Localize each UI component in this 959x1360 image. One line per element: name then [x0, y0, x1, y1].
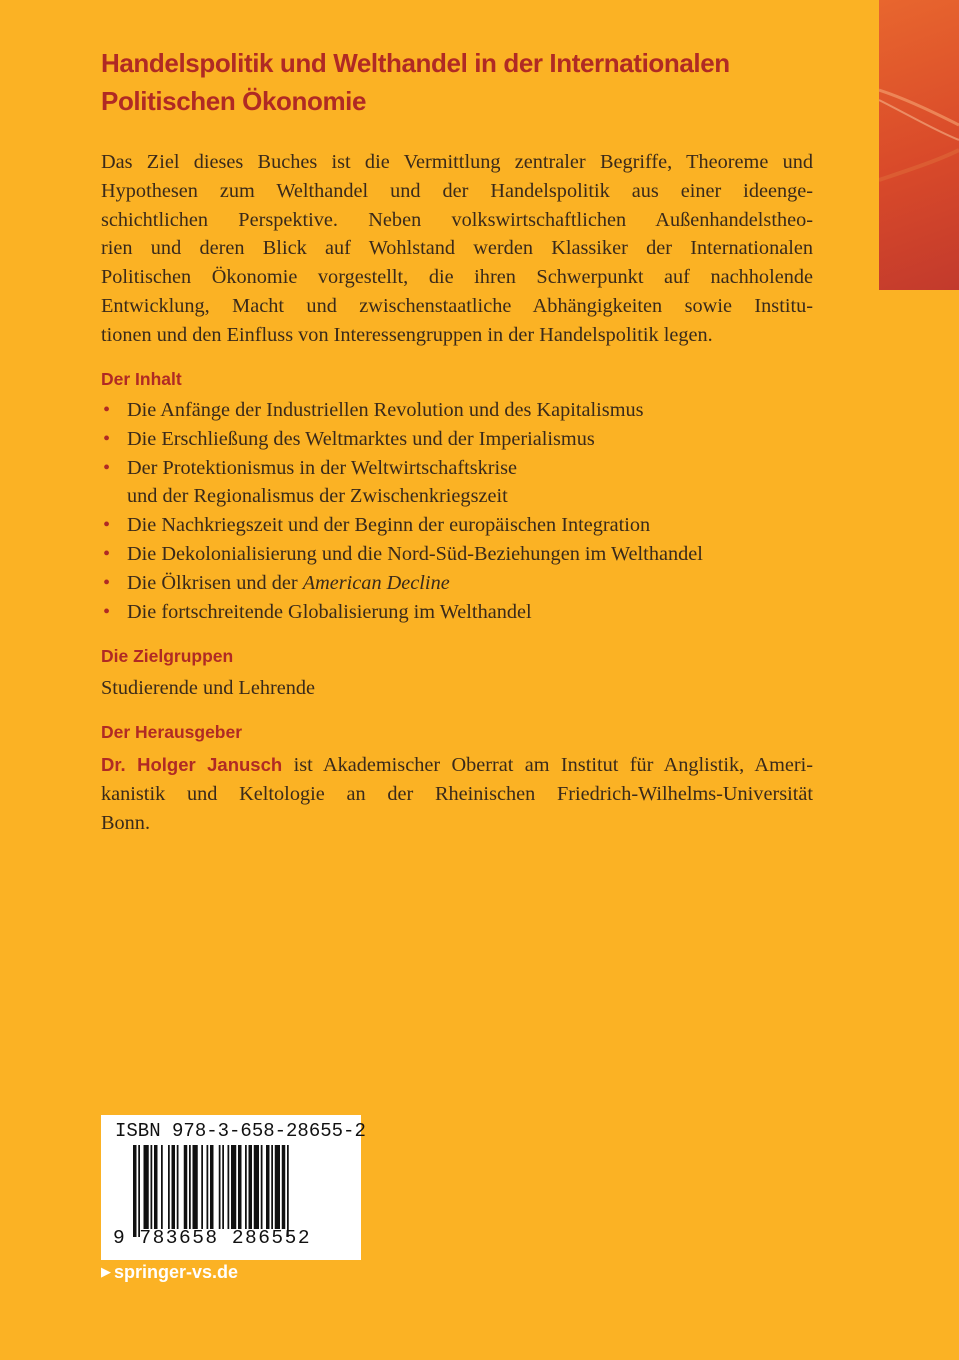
list-item-italic: American Decline [302, 571, 450, 594]
intro-paragraph [101, 148, 813, 350]
intro-line: schichtlichen Perspektive. Neben volkswirtschaftlichen Außenhandelstheo- [101, 208, 813, 231]
herausgeber-heading: Der Herausgeber [101, 722, 243, 742]
barcode-bar [201, 1145, 203, 1229]
list-item [101, 598, 821, 627]
book-title [101, 44, 861, 120]
intro-line: rien und deren Blick auf Wohlstand werden Klassiker der Internationalen [101, 237, 813, 260]
zielgruppen-heading: Die Zielgruppen [101, 646, 234, 666]
herausgeber-text [101, 751, 813, 837]
barcode-bar [177, 1145, 179, 1229]
barcode-bar [222, 1145, 224, 1229]
zielgruppen-line: Studierende und Lehrende [101, 677, 316, 699]
barcode-bar [189, 1145, 191, 1229]
isbn-label: ISBN 978-3-658-28655-2 [115, 1120, 366, 1142]
title-line-1: Handelspolitik und Welthandel in der Internationalen [101, 48, 730, 78]
intro-line: Entwicklung, Macht und zwischenstaatliche Abhängigkeiten sowie Institu- [101, 294, 813, 317]
barcode-bar [144, 1145, 149, 1229]
inhalt-heading: Der Inhalt [101, 369, 182, 389]
list-item-text: und der Regionalismus der Zwischenkriegszeit [127, 485, 508, 508]
barcode-bar [245, 1145, 247, 1229]
title-line-2: Politischen Ökonomie [101, 86, 367, 116]
list-item [101, 540, 821, 569]
bullet: • [103, 571, 111, 594]
barcode-bar [151, 1145, 153, 1229]
barcode-bar [172, 1145, 176, 1229]
list-item [101, 425, 821, 454]
isbn-barcode [101, 1115, 366, 1260]
barcode-bar [207, 1145, 209, 1229]
barcode-bar [238, 1145, 242, 1229]
list-item [101, 511, 821, 540]
barcode-bar [231, 1145, 236, 1229]
barcode-bar [275, 1145, 280, 1229]
barcode-bar [266, 1145, 270, 1229]
list-item-text: Die Dekolonialisierung und die Nord-Süd-Beziehungen im Welthandel [127, 542, 703, 565]
barcode-bar [184, 1145, 188, 1229]
barcode-bar [287, 1145, 289, 1237]
list-item [101, 396, 821, 425]
barcode-bar [228, 1145, 230, 1229]
isbn-digits: 9 783658 286552 [113, 1227, 312, 1249]
author-name: Dr. Holger Janusch [101, 754, 283, 775]
intro-line: Das Ziel dieses Buches ist die Vermittlung zentraler Begriffe, Theoreme und [101, 151, 813, 173]
barcode-bar [271, 1145, 273, 1229]
barcode-bar [254, 1145, 259, 1229]
intro-line: tionen und den Einfluss von Interessengruppen in der Handelspolitik legen. [101, 323, 713, 346]
bullet: • [103, 427, 111, 450]
list-item [101, 454, 821, 483]
list-item-text: Die Anfänge der Industriellen Revolution und des Kapitalismus [127, 399, 644, 421]
barcode-bar [133, 1145, 137, 1237]
list-item-text: Die Nachkriegszeit und der Beginn der europäischen Integration [127, 514, 651, 537]
corner-decoration [879, 0, 959, 290]
barcode-bar [193, 1145, 198, 1229]
publisher-url: springer-vs.de [114, 1262, 239, 1282]
list-item-text: Die Erschließung des Weltmarktes und der Imperialismus [127, 427, 595, 450]
barcode-bar [219, 1145, 221, 1229]
arrow-right-icon: ▶ [101, 1264, 111, 1279]
list-item-text: Die fortschreitende Globalisierung im Welthandel [127, 600, 532, 623]
barcode-bar [210, 1145, 214, 1229]
barcode-bar [249, 1145, 253, 1229]
intro-line: Hypothesen zum Welthandel und der Handelspolitik aus einer ideenge- [101, 179, 813, 202]
barcode-bar [261, 1145, 263, 1229]
list-item-continuation [101, 482, 821, 511]
bullet: • [103, 542, 111, 565]
publisher-link[interactable] [101, 1262, 238, 1283]
list-item [101, 569, 821, 598]
list-item-text: Die Ölkrisen und der [127, 571, 303, 594]
zielgruppen-text [101, 674, 813, 703]
herausgeber-line-rest: ist Akademischer Oberrat am Institut für Anglistik, Ameri- [282, 754, 814, 776]
barcode-bar [282, 1145, 286, 1229]
barcode-bar [168, 1145, 170, 1229]
bullet: • [103, 456, 111, 479]
bullet: • [103, 399, 111, 421]
list-item-text: Der Protektionismus in der Weltwirtschaftskrise [127, 456, 518, 479]
bullet: • [103, 514, 111, 537]
inhalt-list [101, 396, 821, 626]
bullet: • [103, 600, 111, 623]
intro-line: Politischen Ökonomie vorgestellt, die ihren Schwerpunkt auf nachholende [101, 266, 813, 289]
barcode-bar [161, 1145, 163, 1229]
herausgeber-line: kanistik und Keltologie an der Rheinischen Friedrich-Wilhelms-Universität [101, 782, 813, 805]
herausgeber-line: Bonn. [101, 811, 151, 834]
herausgeber-line [101, 751, 813, 780]
barcode-bar [154, 1145, 158, 1229]
barcode-bar [138, 1145, 140, 1237]
